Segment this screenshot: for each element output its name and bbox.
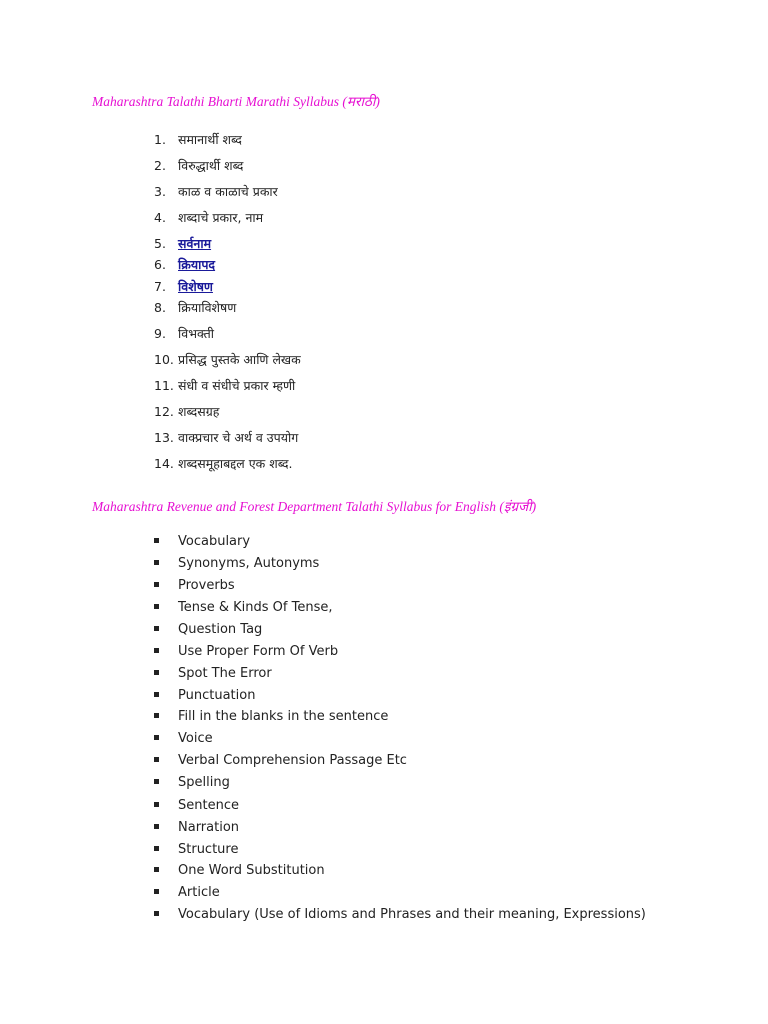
bullet-icon	[154, 911, 159, 916]
list-item	[154, 643, 338, 661]
item-text: शब्दसग्रह	[178, 404, 220, 419]
bullet-icon	[154, 713, 159, 718]
item-number: 3.	[154, 184, 166, 199]
list-item	[154, 403, 219, 421]
item-text: Vocabulary	[178, 534, 251, 549]
link-visheshan[interactable]: विशेषण	[178, 279, 213, 294]
list-item	[154, 819, 239, 837]
item-number: 14.	[154, 456, 174, 471]
list-item	[154, 621, 262, 639]
bullet-icon	[154, 670, 159, 675]
item-text: Fill in the blanks in the sentence	[178, 709, 389, 724]
item-number: 10.	[154, 352, 174, 367]
item-text: समानार्थी शब्द	[178, 132, 242, 147]
item-number: 13.	[154, 430, 174, 445]
item-number: 9.	[154, 326, 166, 341]
item-number: 5.	[154, 236, 166, 251]
item-number: 7.	[154, 279, 166, 294]
list-item	[154, 577, 235, 595]
bullet-icon	[154, 779, 159, 784]
bullet-icon	[154, 626, 159, 631]
bullet-icon	[154, 735, 159, 740]
item-number: 4.	[154, 210, 166, 225]
list-item	[154, 708, 388, 726]
item-text: Question Tag	[178, 622, 263, 637]
bullet-icon	[154, 802, 159, 807]
item-text: Article	[178, 885, 220, 900]
item-text: One Word Substitution	[178, 863, 325, 878]
link-sarvanam[interactable]: सर्वनाम	[178, 236, 212, 251]
list-item	[154, 730, 213, 748]
item-text: काळ व काळाचे प्रकार	[178, 184, 278, 199]
bullet-icon	[154, 582, 159, 587]
bullet-icon	[154, 867, 159, 872]
item-number: 11.	[154, 378, 174, 393]
item-number: 12.	[154, 404, 174, 419]
list-item	[154, 351, 301, 369]
bullet-icon	[154, 824, 159, 829]
list-item	[154, 797, 239, 815]
item-number: 2.	[154, 158, 166, 173]
list-item	[154, 299, 236, 317]
item-number: 6.	[154, 257, 166, 272]
item-text: संधी व संधीचे प्रकार म्हणी	[178, 378, 296, 393]
item-text: Synonyms, Autonyms	[178, 556, 320, 571]
link-kriyapad[interactable]: क्रियापद	[178, 257, 216, 272]
bullet-icon	[154, 648, 159, 653]
bullet-icon	[154, 846, 159, 851]
bullet-icon	[154, 889, 159, 894]
bullet-icon	[154, 560, 159, 565]
item-text: क्रियाविशेषण	[178, 300, 237, 315]
list-item	[154, 774, 230, 792]
bullet-icon	[154, 538, 159, 543]
list-item	[154, 752, 407, 770]
item-text: Use Proper Form Of Verb	[178, 644, 339, 659]
item-text: शब्दाचे प्रकार, नाम	[178, 210, 264, 225]
item-text: Spelling	[178, 775, 230, 790]
item-text: Narration	[178, 820, 240, 835]
english-syllabus-heading: Maharashtra Revenue and Forest Department Talathi Syllabus for English (इंग्रजी)	[92, 499, 537, 514]
item-text: विरुद्धार्थी शब्द	[178, 158, 244, 173]
list-item	[154, 533, 250, 551]
list-item	[154, 183, 278, 201]
item-number: 1.	[154, 132, 166, 147]
list-item	[154, 455, 293, 473]
list-item	[154, 235, 211, 253]
list-item	[154, 256, 215, 274]
item-text: प्रसिद्ध पुस्तके आणि लेखक	[178, 352, 301, 367]
item-number: 8.	[154, 300, 166, 315]
list-item	[154, 555, 319, 573]
list-item	[154, 687, 255, 705]
list-item	[154, 157, 243, 175]
list-item	[154, 841, 238, 859]
bullet-icon	[154, 604, 159, 609]
item-text: वाक्प्रचार चे अर्थ व उपयोग	[178, 430, 299, 445]
bullet-icon	[154, 692, 159, 697]
list-item	[154, 665, 272, 683]
list-item	[154, 906, 646, 924]
item-text: Vocabulary (Use of Idioms and Phrases and their meaning, Expressions)	[178, 907, 646, 922]
list-item	[154, 429, 298, 447]
list-item	[154, 278, 213, 296]
item-text: Spot The Error	[178, 666, 272, 681]
bullet-icon	[154, 757, 159, 762]
item-text: Punctuation	[178, 688, 256, 703]
list-item	[154, 599, 333, 617]
list-item	[154, 377, 295, 395]
item-text: शब्दसमूहाबद्दल एक शब्द.	[178, 456, 293, 471]
item-text: विभक्ती	[178, 326, 215, 341]
list-item	[154, 325, 214, 343]
list-item	[154, 209, 263, 227]
marathi-syllabus-heading: Maharashtra Talathi Bharti Marathi Syllabus (मराठी)	[92, 94, 380, 109]
list-item	[154, 884, 220, 902]
item-text: Voice	[178, 731, 213, 746]
item-text: Verbal Comprehension Passage Etc	[178, 753, 407, 768]
list-item	[154, 131, 242, 149]
list-item	[154, 862, 325, 880]
item-text: Proverbs	[178, 578, 235, 593]
item-text: Structure	[178, 842, 239, 857]
item-text: Sentence	[178, 798, 239, 813]
item-text: Tense & Kinds Of Tense,	[178, 600, 333, 615]
